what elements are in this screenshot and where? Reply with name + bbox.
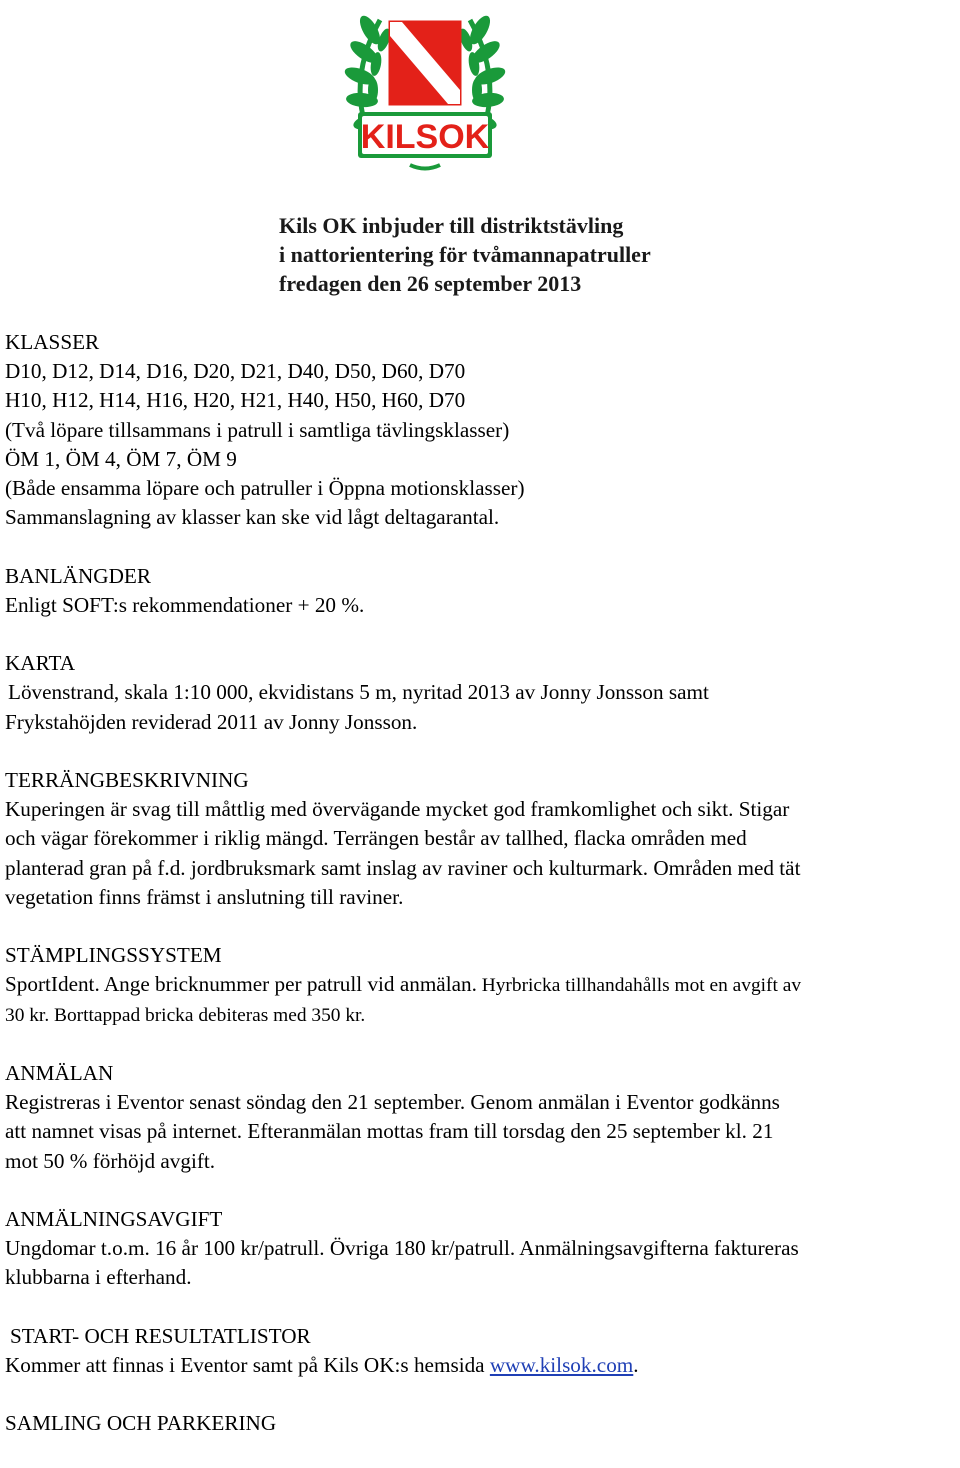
text-line: Lövenstrand, skala 1:10 000, ekvidistans 5 m, nyritad 2013 av Jonny Jonsson samt [8, 680, 709, 705]
text-line: (Både ensamma löpare och patruller i Öppna motionsklasser) [5, 476, 525, 501]
section-karta [5, 649, 955, 737]
text-line: Sammanslagning av klasser kan ske vid lågt deltagarantal. [5, 505, 500, 530]
text-line: 30 kr. Borttappad bricka debiteras med 350 kr. [5, 1004, 366, 1026]
section-heading: ANMÄLNINGSAVGIFT [5, 1207, 223, 1231]
text-segment: . [633, 1353, 639, 1377]
text-line [5, 1351, 955, 1380]
section-samling [5, 1409, 955, 1438]
section-stampling [5, 941, 955, 1030]
text-segment: Kommer att finnas i Eventor samt på Kils OK:s hemsida [5, 1353, 490, 1377]
invitation-body [5, 328, 955, 1468]
text-line: vegetation finns främst i anslutning till raviner. [5, 884, 404, 909]
logo-text-plate [358, 112, 492, 158]
section-heading: SAMLING OCH PARKERING [5, 1411, 277, 1436]
text-line: Kuperingen är svag till måttlig med övervägande mycket god framkomlighet och sikt. Stigar [5, 797, 790, 822]
section-terrang [5, 766, 955, 912]
section-heading: KLASSER [5, 330, 100, 354]
text-line: planterad gran på f.d. jordbruksmark samt inslag av raviner och kulturmark. Områden med tät [5, 855, 801, 880]
text-line: (Två löpare tillsammans i patrull i samtliga tävlingsklasser) [5, 417, 510, 442]
section-heading: KARTA [5, 651, 76, 676]
text-line: klubbarna i efterhand. [5, 1265, 192, 1290]
section-klasser [5, 328, 955, 532]
title-line-3: fredagen den 26 september 2013 [279, 271, 582, 296]
section-anmalan [5, 1059, 955, 1176]
title-line-1: Kils OK inbjuder till distriktstävling [279, 213, 624, 238]
text-line: ÖM 1, ÖM 4, ÖM 7, ÖM 9 [5, 446, 237, 471]
text-line: Registreras i Eventor senast söndag den 21 september. Genom anmälan i Eventor godkänns [5, 1090, 780, 1115]
text-line: att namnet visas på internet. Efteranmälan mottas fram till torsdag den 25 september kl. 21 [5, 1119, 774, 1144]
section-heading: BANLÄNGDER [5, 563, 151, 588]
text-line: D10, D12, D14, D16, D20, D21, D40, D50, D60, D70 [5, 359, 466, 384]
kilsok-website-link[interactable]: www.kilsok.com [489, 1353, 634, 1377]
invitation-title [279, 211, 651, 298]
text-line: Enligt SOFT:s rekommendationer + 20 %. [5, 592, 365, 617]
title-line-2: i nattorientering för tvåmannapatruller [279, 242, 651, 267]
text-line: mot 50 % förhöjd avgift. [5, 1148, 216, 1173]
kils-ok-logo [340, 0, 510, 180]
logo-text: KILSOK [360, 118, 490, 156]
section-banlangder [5, 562, 955, 620]
section-heading: STÄMPLINGSSYSTEM [5, 943, 222, 968]
section-heading: TERRÄNGBESKRIVNING [5, 768, 249, 792]
text-line: Frykstahöjden reviderad 2011 av Jonny Jonsson. [5, 709, 418, 734]
text-line: H10, H12, H14, H16, H20, H21, H40, H50, H60, D70 [5, 388, 466, 413]
orienteering-flag-icon [390, 22, 460, 104]
section-start [5, 1322, 955, 1380]
section-heading: ANMÄLAN [5, 1061, 114, 1085]
section-heading: START- OCH RESULTATLISTOR [10, 1323, 311, 1348]
text-line: och vägar förekommer i riklig mängd. Terrängen består av tallhed, flacka områden med [5, 826, 747, 851]
text-line: Ungdomar t.o.m. 16 år 100 kr/patrull. Övriga 180 kr/patrull. Anmälningsavgifterna faktureras [5, 1236, 799, 1261]
text-segment: Hyrbricka tillhandahålls mot en avgift av [476, 975, 802, 997]
text-line [5, 970, 955, 1000]
text-segment: SportIdent. Ange bricknummer per patrull vid anmälan. [5, 972, 477, 997]
section-avgift [5, 1205, 955, 1293]
